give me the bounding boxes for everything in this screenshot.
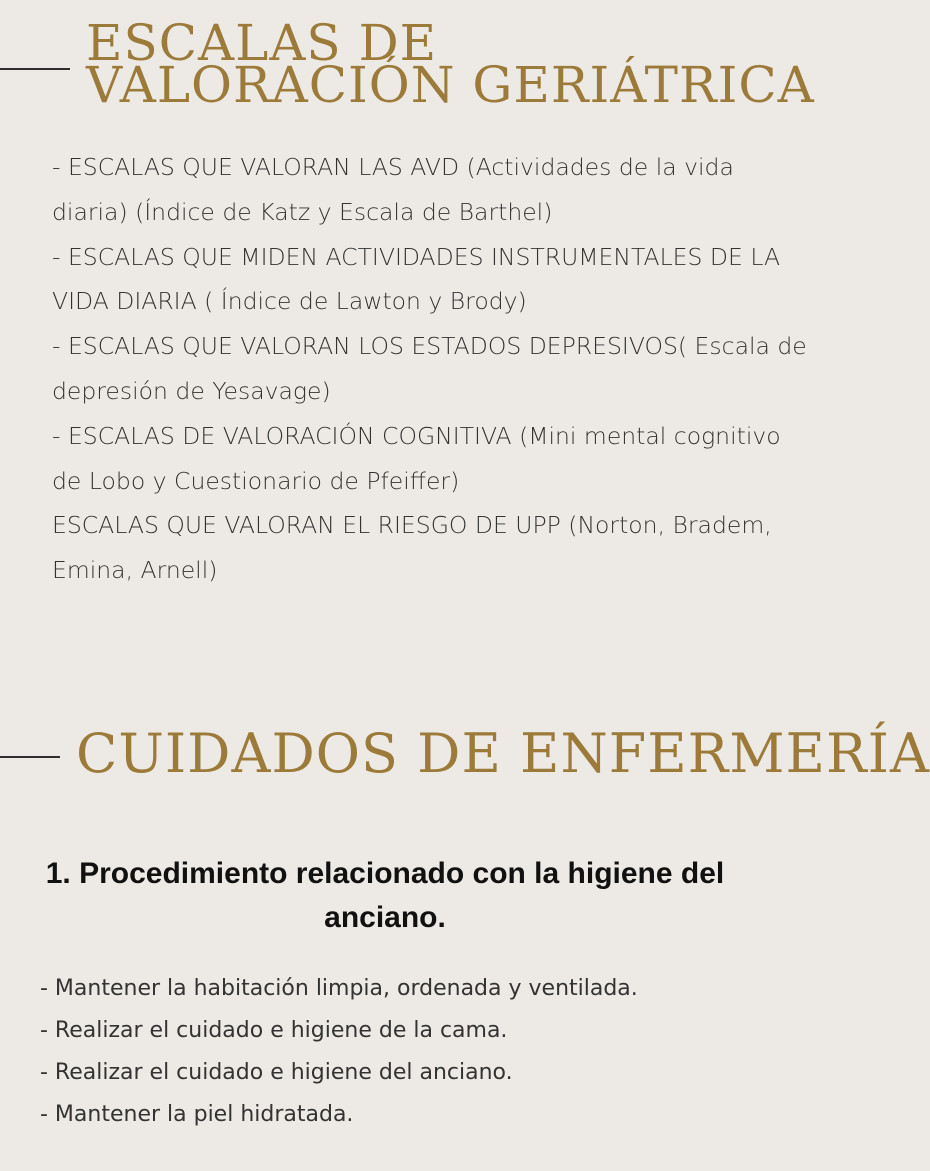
- care-item: - Mantener la piel hidratada.: [40, 1102, 354, 1127]
- scales-list: [52, 145, 812, 593]
- procedure-heading: 1. Procedimiento relacionado con la higiene del anciano.: [45, 857, 725, 934]
- section-title-escalas: ESCALAS DE VALORACIÓN GERIÁTRICA: [86, 14, 815, 114]
- section-title-cuidados: CUIDADOS DE ENFERMERÍA: [76, 722, 930, 785]
- divider-line-1: [0, 68, 70, 70]
- care-list: [40, 968, 638, 1136]
- scale-item-aivd: - ESCALAS QUE MIDEN ACTIVIDADES INSTRUMENTALES DE LA VIDA DIARIA ( Índice de Lawton y Brody): [52, 242, 781, 316]
- care-item: - Realizar el cuidado e higiene del anciano.: [40, 1060, 513, 1085]
- care-item: - Mantener la habitación limpia, ordenada y ventilada.: [40, 976, 638, 1001]
- scale-item-cognitiva: - ESCALAS DE VALORACIÓN COGNITIVA (Mini mental cognitivo de Lobo y Cuestionario de Pfeiffer): [52, 421, 781, 495]
- scale-item-avd: - ESCALAS QUE VALORAN LAS AVD (Actividades de la vida diaria) (Índice de Katz y Escala de Barthel): [52, 153, 734, 226]
- scale-item-depresivos: - ESCALAS QUE VALORAN LOS ESTADOS DEPRESIVOS( Escala de depresión de Yesavage): [52, 332, 807, 405]
- scale-item-upp: ESCALAS QUE VALORAN EL RIESGO DE UPP (Norton, Bradem, Emina, Arnell): [52, 511, 772, 585]
- care-item: - Realizar el cuidado e higiene de la cama.: [40, 1018, 508, 1043]
- divider-line-2: [0, 756, 60, 758]
